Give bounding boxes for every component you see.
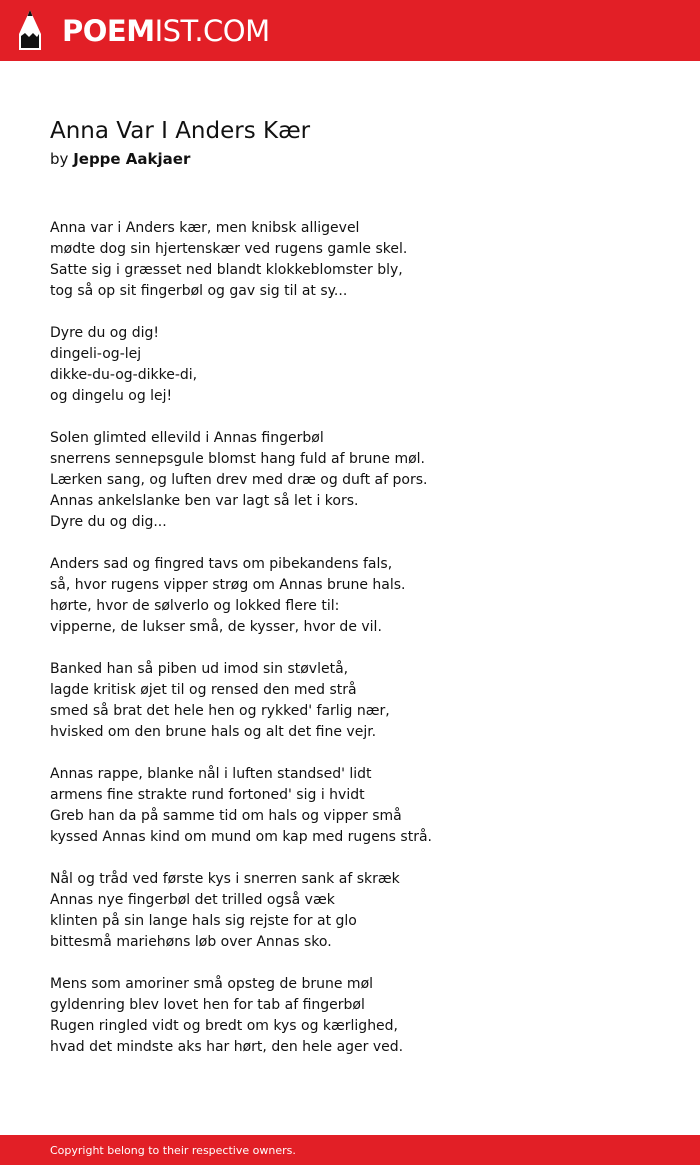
poem-line: Anna var i Anders kær, men knibsk alligevel (50, 220, 360, 236)
poem-line: så, hvor rugens vipper strøg om Annas brune hals. (50, 577, 406, 593)
poem-line: smed så brat det hele hen og rykked' farlig nær, (50, 703, 390, 719)
stanza (50, 323, 670, 407)
poem-line: snerrens sennepsgule blomst hang fuld af brune møl. (50, 451, 425, 467)
logo-bold-text: POEM (62, 14, 155, 48)
stanza (50, 974, 670, 1058)
poem-line: dingeli-og-lej (50, 346, 142, 362)
poem-line: Mens som amoriner små opsteg de brune møl (50, 976, 374, 992)
site-header (0, 0, 700, 61)
stanza (50, 218, 670, 302)
poem-line: klinten på sin lange hals sig rejste for at glo (50, 913, 357, 929)
by-label: by (50, 150, 69, 168)
logo-light-text: IST.COM (154, 14, 270, 48)
byline (50, 149, 190, 169)
poem-line: Annas ankelslanke ben var lagt så let i kors. (50, 493, 359, 509)
stanza (50, 554, 670, 638)
poem-line: mødte dog sin hjertenskær ved rugens gamle skel. (50, 241, 408, 257)
poem-line: Banked han så piben ud imod sin støvletå, (50, 661, 349, 677)
poem-line: Lærken sang, og luften drev med dræ og duft af pors. (50, 472, 428, 488)
poem-line: Rugen ringled vidt og bredt om kys og kærlighed, (50, 1018, 399, 1034)
author-name: Jeppe Aakjaer (73, 150, 191, 168)
poem-line: Anders sad og fingred tavs om pibekandens fals, (50, 556, 393, 572)
poem-line: vipperne, de lukser små, de kysser, hvor de vil. (50, 619, 382, 635)
stanza (50, 764, 670, 848)
poem-line: gyldenring blev lovet hen for tab af fingerbøl (50, 997, 365, 1013)
poem-body (50, 218, 670, 1079)
poem-line: bittesmå mariehøns løb over Annas sko. (50, 934, 332, 950)
poem-line: armens fine strakte rund fortoned' sig i hvidt (50, 787, 365, 803)
stanza (50, 659, 670, 743)
pencil-tip-icon[interactable] (18, 9, 42, 51)
copyright-notice: Copyright belong to their respective owners. (50, 1144, 296, 1157)
site-logo-link[interactable] (62, 13, 270, 49)
poem-line: Greb han da på samme tid om hals og vipper små (50, 808, 402, 824)
site-footer (0, 1135, 700, 1165)
stanza (50, 869, 670, 953)
stanza (50, 428, 670, 533)
poem-line: hvad det mindste aks har hørt, den hele ager ved. (50, 1039, 404, 1055)
poem-line: dikke-du-og-dikke-di, (50, 367, 198, 383)
poem-line: hvisked om den brune hals og alt det fine vejr. (50, 724, 377, 740)
poem-line: hørte, hvor de sølverlo og lokked flere til: (50, 598, 340, 614)
poem-line: Nål og tråd ved første kys i snerren sank af skræk (50, 871, 400, 887)
poem-line: Dyre du og dig... (50, 514, 167, 530)
poem-line: kyssed Annas kind om mund om kap med rugens strå. (50, 829, 432, 845)
poem-line: Annas nye fingerbøl det trilled også væk (50, 892, 335, 908)
poem-line: Annas rappe, blanke nål i luften standsed' lidt (50, 766, 372, 782)
poem-line: lagde kritisk øjet til og rensed den med strå (50, 682, 357, 698)
poem-line: tog så op sit fingerbøl og gav sig til at sy... (50, 283, 348, 299)
poem-line: Dyre du og dig! (50, 325, 159, 341)
poem-line: Satte sig i græsset ned blandt klokkeblomster bly, (50, 262, 403, 278)
poem-line: og dingelu og lej! (50, 388, 173, 404)
poem-title: Anna Var I Anders Kær (50, 118, 311, 144)
poem-line: Solen glimted ellevild i Annas fingerbøl (50, 430, 324, 446)
